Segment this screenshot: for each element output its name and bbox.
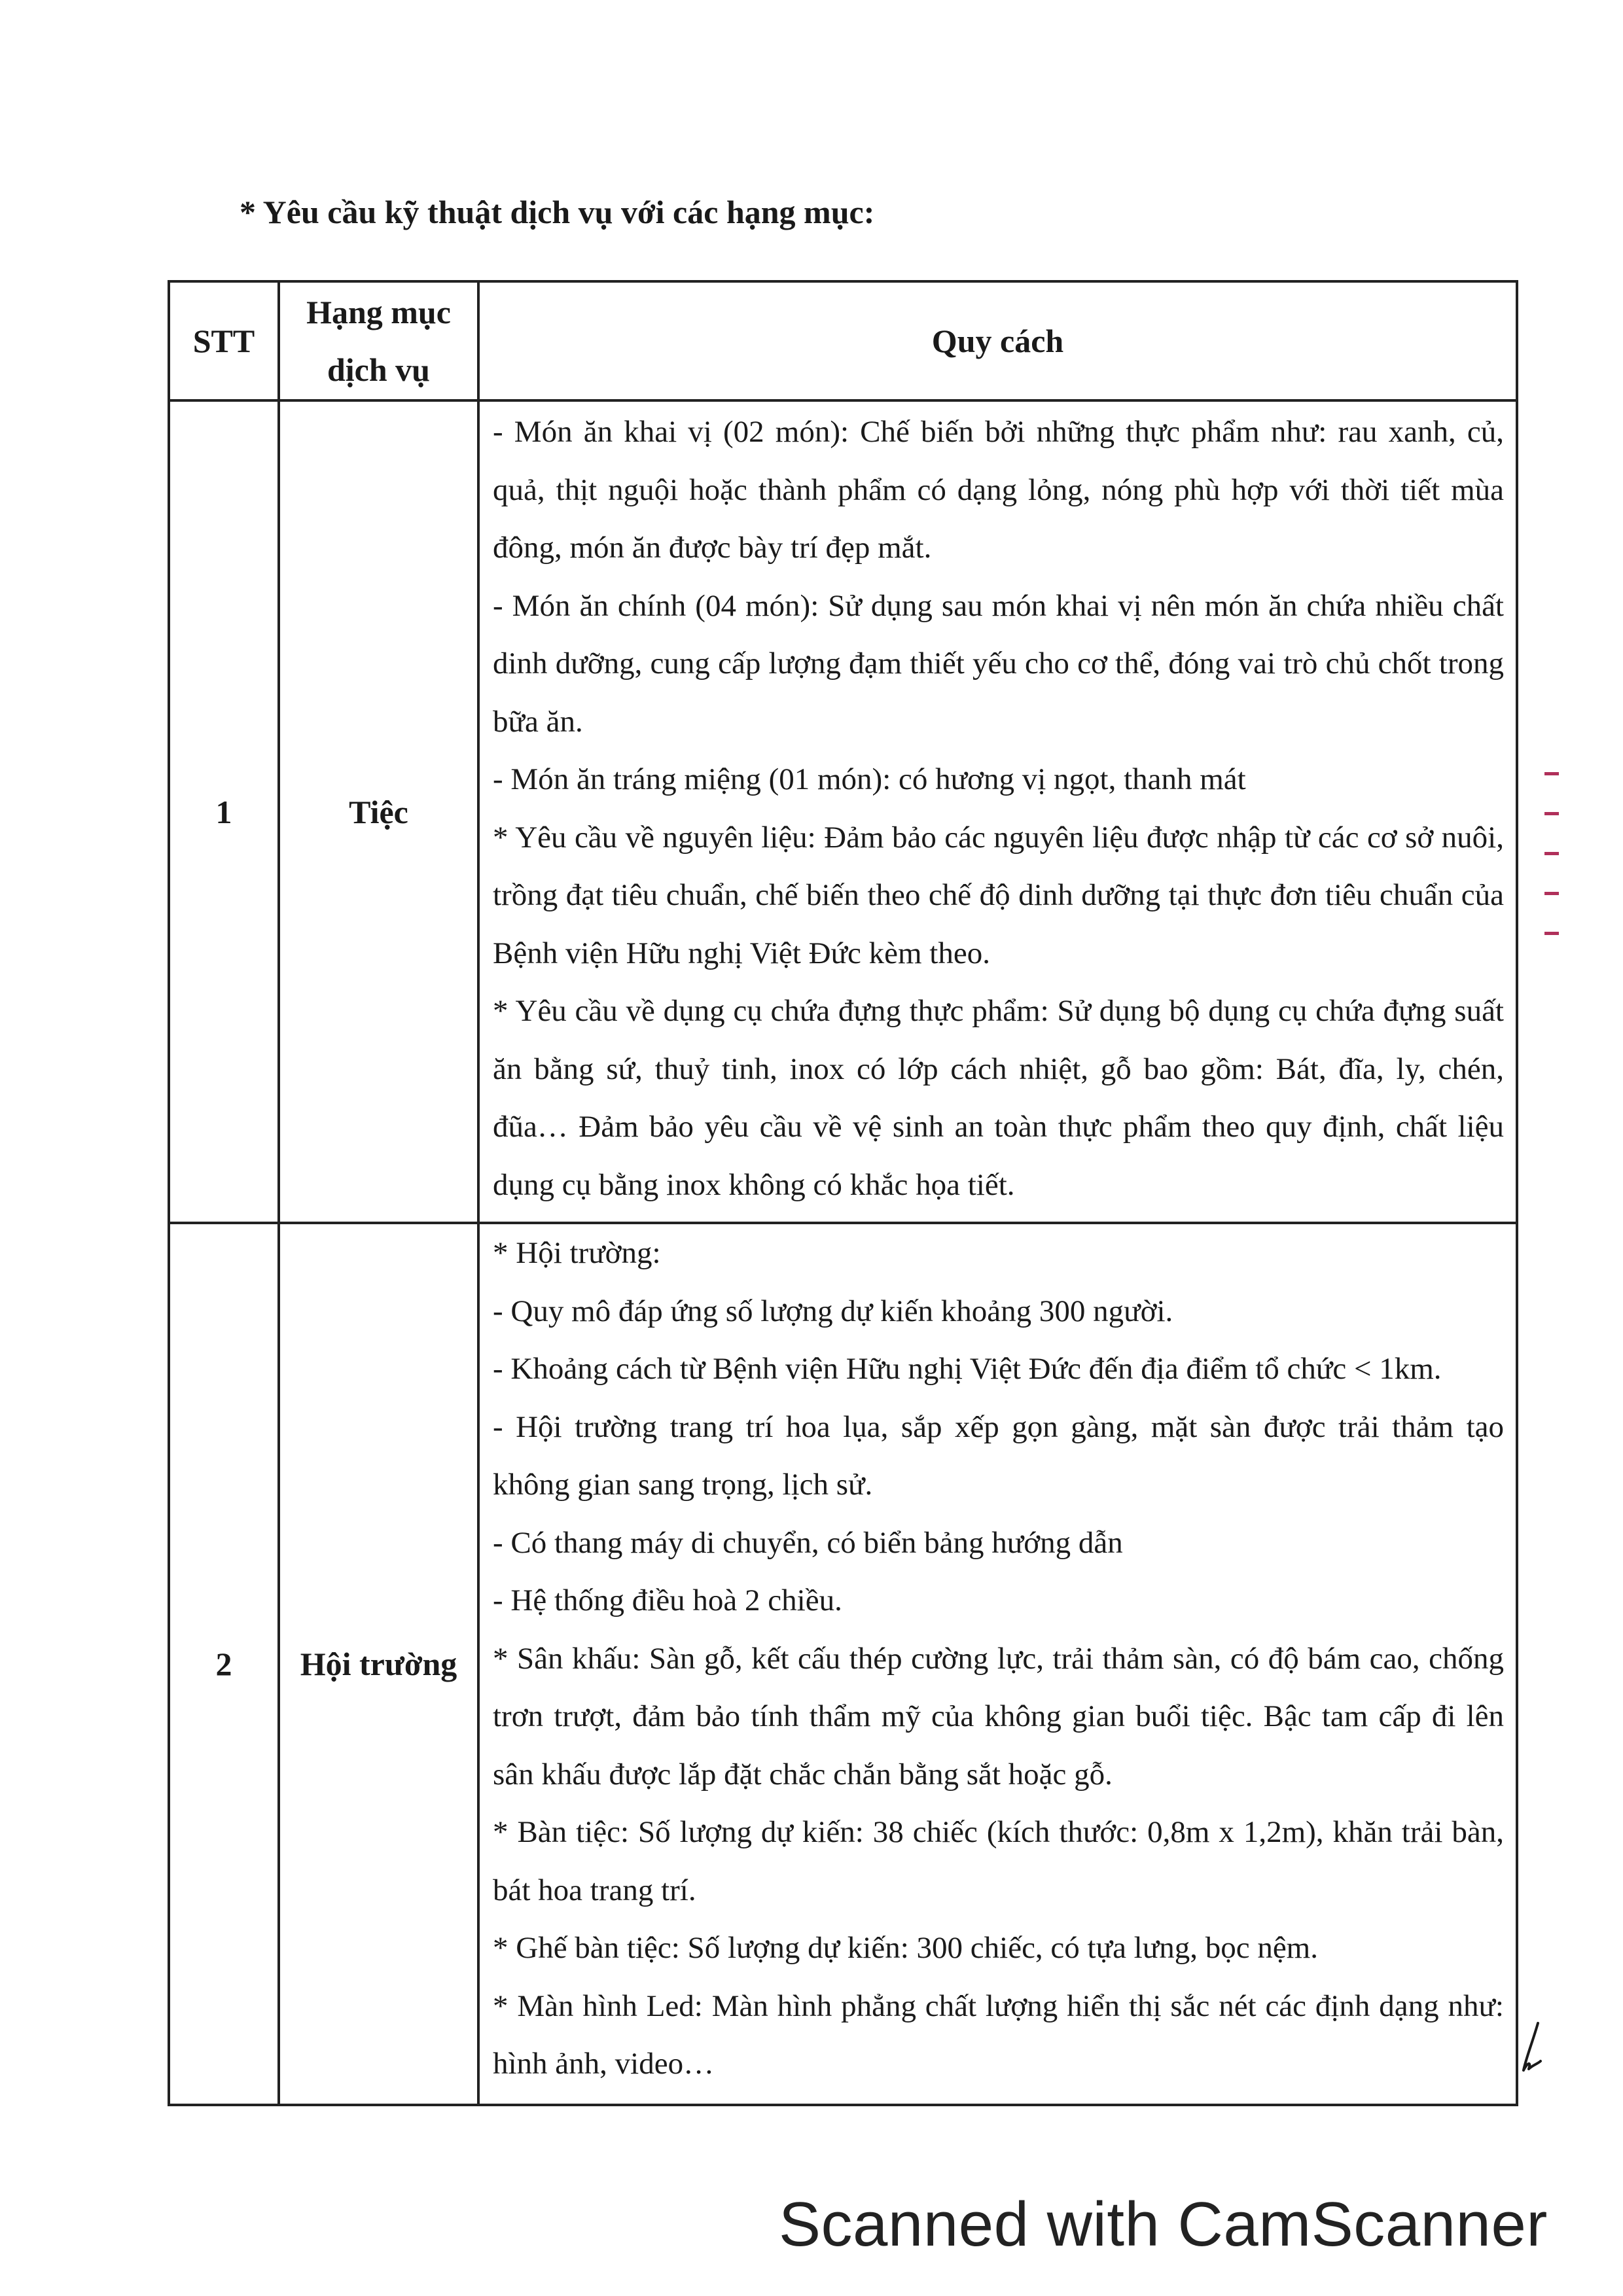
table-row xyxy=(169,400,1517,1223)
stamp-mark xyxy=(1544,812,1559,823)
spec-line: * Sân khấu: Sàn gỗ, kết cấu thép cường lực, trải thảm sàn, có độ bám cao, chống trơn trượt, đảm bảo tính thẩm mỹ của không gian buổi tiệc. Bậc tam cấp đi lên sân khấu được lắp đặt chắc chắn bằng sắt hoặc gỗ. xyxy=(493,1641,1504,1792)
row-category: Tiệc xyxy=(279,400,478,1223)
stamp-mark xyxy=(1544,932,1559,943)
stamp-mark xyxy=(1544,892,1559,903)
spec-line: - Quy mô đáp ứng số lượng dự kiến khoảng 300 người. xyxy=(493,1294,1173,1328)
table-header-row xyxy=(169,281,1517,400)
initial-signature-mark xyxy=(1518,2022,1544,2074)
header-category-line1: Hạng mục xyxy=(306,294,451,330)
spec-line: * Ghế bàn tiệc: Số lượng dự kiến: 300 chiếc, có tựa lưng, bọc nệm. xyxy=(493,1931,1318,1965)
row-spec xyxy=(478,400,1517,1223)
spec-line: * Màn hình Led: Màn hình phẳng chất lượng hiển thị sắc nét các định dạng như: hình ảnh, video… xyxy=(493,1988,1504,2081)
spec-line: - Món ăn khai vị (02 món): Chế biến bởi những thực phẩm như: rau xanh, củ, quả, thịt nguội hoặc thành phẩm có dạng lỏng, nóng phù hợp với thời tiết mùa đông, món ăn được bày trí đẹp mắt. xyxy=(493,415,1504,565)
scanner-watermark: Scanned with CamScanner xyxy=(779,2189,1548,2259)
stamp-mark xyxy=(1544,772,1559,783)
header-stt: STT xyxy=(169,281,279,400)
spec-line: * Yêu cầu về dụng cụ chứa đựng thực phẩm: Sử dụng bộ dụng cụ chứa đựng suất ăn bằng sứ, thuỷ tinh, inox có lớp cách nhiệt, gỗ bao gồm: Bát, đĩa, ly, chén, đũa… Đảm bảo yêu cầu về vệ sinh an toàn thực phẩm theo quy định, chất liệu dụng cụ bằng inox không có khắc họa tiết. xyxy=(493,994,1504,1202)
row-category: Hội trường xyxy=(279,1223,478,2105)
header-spec: Quy cách xyxy=(478,281,1517,400)
spec-line: - Món ăn chính (04 món): Sử dụng sau món khai vị nên món ăn chứa nhiều chất dinh dưỡng, cung cấp lượng đạm thiết yếu cho cơ thể, đóng vai trò chủ chốt trong bữa ăn. xyxy=(493,588,1504,739)
spec-line: - Khoảng cách từ Bệnh viện Hữu nghị Việt Đức đến địa điểm tổ chức < 1km. xyxy=(493,1352,1442,1386)
service-spec-table xyxy=(168,280,1518,2106)
spec-line: - Hội trường trang trí hoa lụa, sắp xếp gọn gàng, mặt sàn được trải thảm tạo không gian sang trọng, lịch sử. xyxy=(493,1409,1504,1502)
stamp-mark xyxy=(1544,852,1559,863)
spec-line: * Hội trường: xyxy=(493,1236,661,1270)
spec-line: * Yêu cầu về nguyên liệu: Đảm bảo các nguyên liệu được nhập từ các cơ sở nuôi, trồng đạt tiêu chuẩn, chế biến theo chế độ dinh dưỡng tại thực đơn tiêu chuẩn của Bệnh viện Hữu nghị Việt Đức kèm theo. xyxy=(493,820,1504,970)
spec-line: * Bàn tiệc: Số lượng dự kiến: 38 chiếc (kích thước: 0,8m x 1,2m), khăn trải bàn, bát hoa trang trí. xyxy=(493,1815,1504,1907)
margin-stamp-marks xyxy=(1539,772,1565,943)
spec-line: - Hệ thống điều hoà 2 chiều. xyxy=(493,1583,842,1617)
section-heading: * Yêu cầu kỹ thuật dịch vụ với các hạng mục: xyxy=(240,194,875,230)
row-spec xyxy=(478,1223,1517,2105)
header-category-line2: dịch vụ xyxy=(327,351,430,388)
table-row xyxy=(169,1223,1517,2105)
spec-line: - Món ăn tráng miệng (01 món): có hương vị ngọt, thanh mát xyxy=(493,762,1246,796)
row-stt: 1 xyxy=(169,400,279,1223)
row-stt: 2 xyxy=(169,1223,279,2105)
spec-line: - Có thang máy di chuyển, có biển bảng hướng dẫn xyxy=(493,1525,1123,1560)
header-category xyxy=(279,281,478,400)
